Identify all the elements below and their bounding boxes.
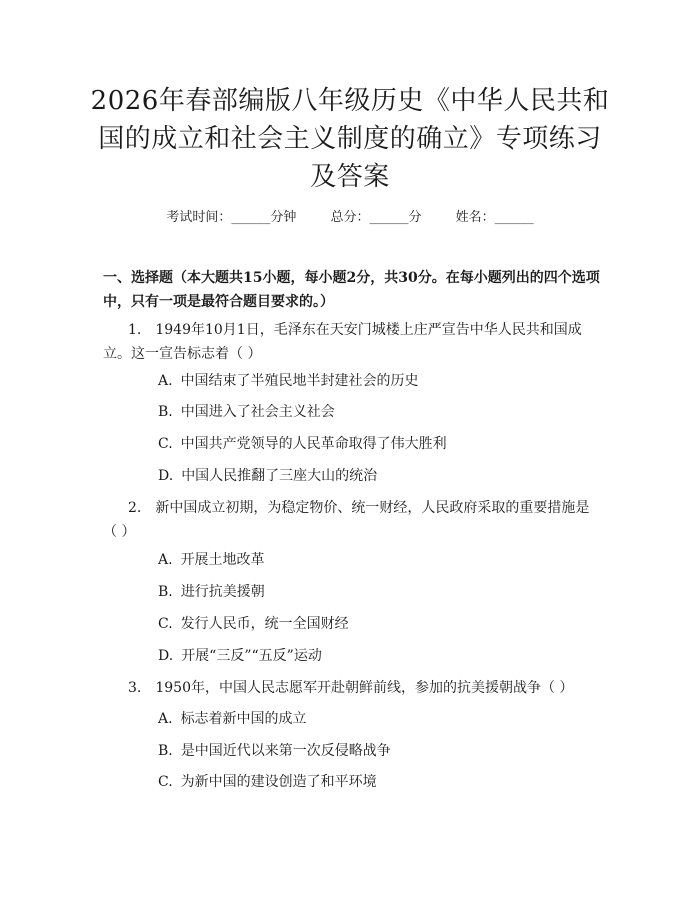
question-2-option-d [158, 646, 322, 666]
question-number: 1. [128, 322, 142, 338]
option-text: 开展“三反”“五反”运动 [181, 648, 322, 664]
option-text: 发行人民币，统一全国财经 [180, 616, 349, 632]
option-letter: C. [158, 436, 173, 452]
question-text: 新中国成立初期，为稳定物价、统一财经，人民政府采取的重要措施是（ ） [103, 500, 590, 540]
exam-info-line [0, 206, 700, 225]
option-letter: D. [158, 468, 174, 484]
question-text: 1950年，中国人民志愿军开赴朝鲜前线，参加的抗美援朝战争（ ） [155, 680, 574, 696]
option-text: 标志着新中国的成立 [180, 711, 307, 727]
question-1-option-b [158, 402, 335, 422]
question-2-option-c [158, 614, 349, 634]
question-3-option-a [158, 709, 307, 729]
option-text: 中国结束了半殖民地半封建社会的历史 [180, 373, 419, 389]
document-title: 2026年春部编版八年级历史《中华人民共和国的成立和社会主义制度的确立》专项练习及答案 [90, 86, 610, 192]
question-2-stem [103, 496, 600, 544]
question-1-option-d [158, 466, 377, 486]
option-text: 进行抗美援朝 [180, 584, 265, 600]
section-heading-multiple-choice: 一、选择题（本大题共15小题，每小题2分，共30分。在每小题列出的四个选项中，只有一项是最符合题目要求的。） [103, 270, 600, 310]
total-score-field: 总分：______分 [330, 210, 422, 225]
option-letter: D. [158, 648, 174, 664]
option-text: 是中国近代以来第一次反侵略战争 [180, 743, 391, 759]
option-letter: A. [158, 373, 173, 389]
option-letter: B. [158, 584, 173, 600]
student-name-field: 姓名：______ [455, 210, 534, 225]
option-text: 中国共产党领导的人民革命取得了伟大胜利 [180, 436, 447, 452]
question-number: 3. [128, 680, 142, 696]
question-1-stem [103, 318, 600, 366]
exam-time-field: 考试时间：______分钟 [166, 210, 297, 225]
question-3-option-b [158, 741, 391, 761]
option-letter: C. [158, 616, 173, 632]
option-letter: A. [158, 711, 173, 727]
question-3-stem [103, 676, 600, 700]
option-text: 为新中国的建设创造了和平环境 [180, 774, 377, 790]
question-text: 1949年10月1日，毛泽东在天安门城楼上庄严宣告中华人民共和国成立。这一宣告标志着（ ） [103, 322, 582, 362]
question-1-option-c [158, 434, 447, 454]
option-letter: B. [158, 404, 173, 420]
option-letter: A. [158, 552, 173, 568]
option-letter: C. [158, 774, 173, 790]
option-text: 中国人民推翻了三座大山的统治 [181, 468, 378, 484]
option-text: 开展土地改革 [180, 552, 265, 568]
question-2-option-b [158, 582, 265, 602]
option-letter: B. [158, 743, 173, 759]
option-text: 中国进入了社会主义社会 [180, 404, 335, 420]
question-2-option-a [158, 550, 265, 570]
question-number: 2. [128, 500, 142, 516]
question-1-option-a [158, 371, 419, 391]
question-3-option-c [158, 772, 377, 792]
